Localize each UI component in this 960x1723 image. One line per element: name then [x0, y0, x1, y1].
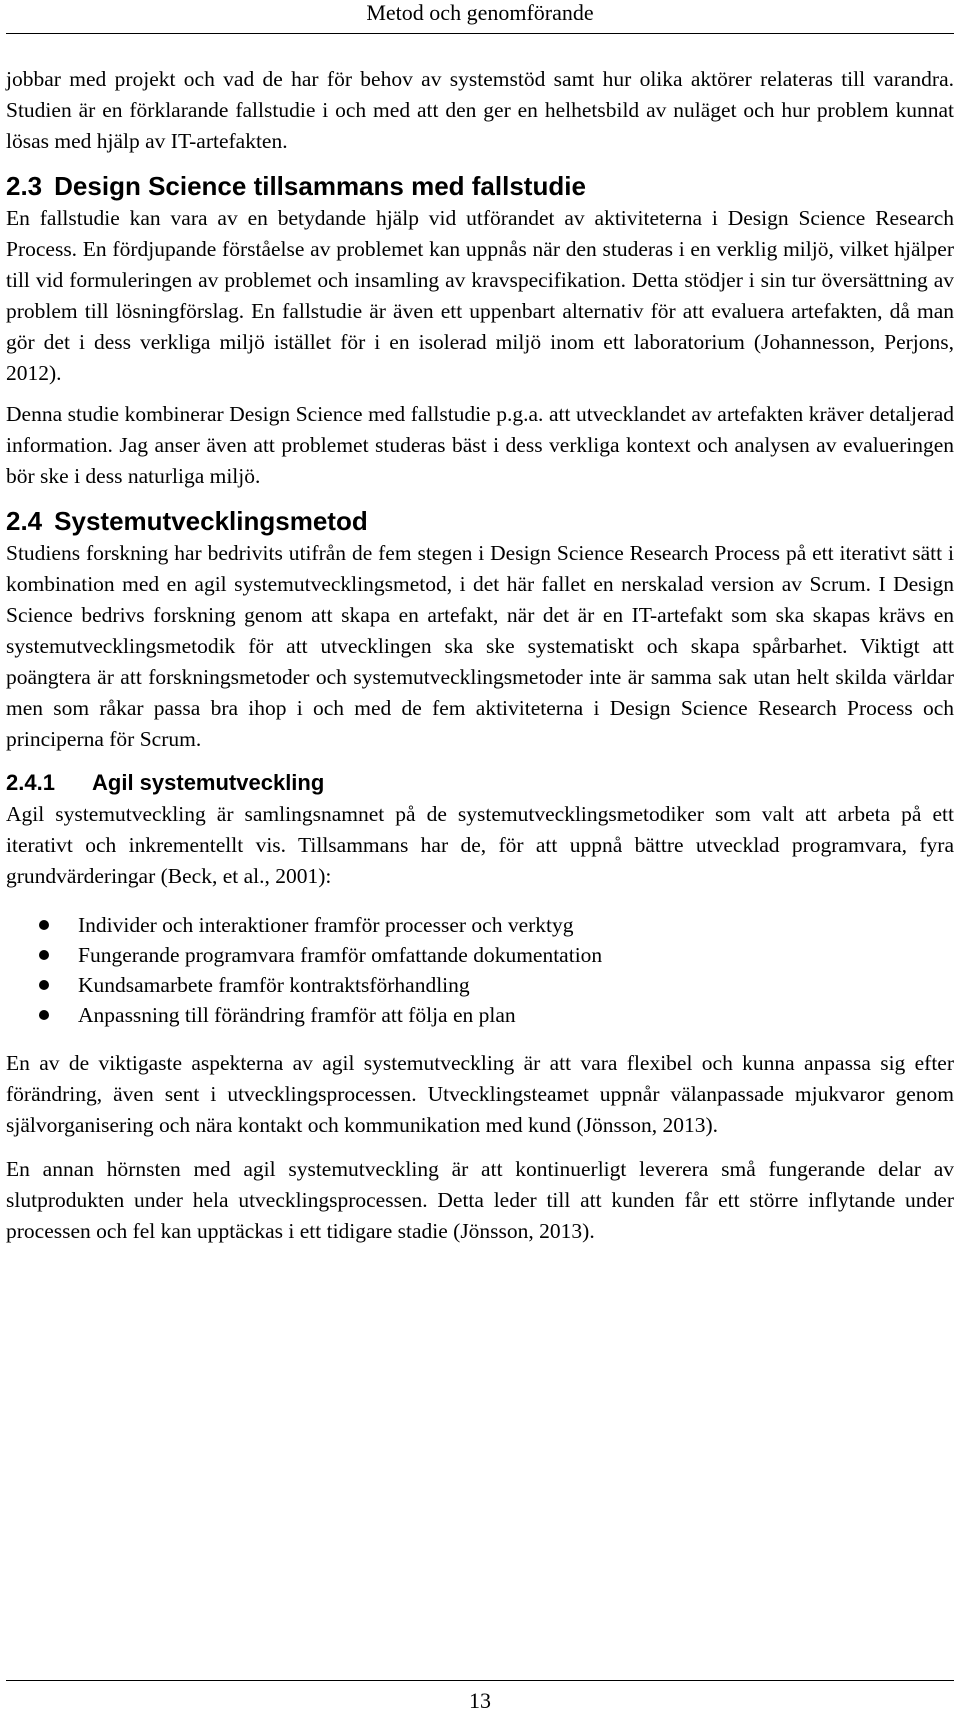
values-list: [6, 910, 954, 1030]
page-content: [6, 64, 954, 1247]
section-heading-2-4: [6, 504, 954, 538]
section-number: 2.4.1: [6, 770, 55, 795]
section-2-3-paragraph-2: Denna studie kombinerar Design Science med fallstudie p.g.a. att utvecklandet av artefakten kräver detaljerad information. Jag anser även att problemet studeras bäst i dess verkliga kontext och analysen av evalueringen bör ske i dess naturliga miljö.: [6, 402, 954, 488]
section-2-4-1-intro: Agil systemutveckling är samlingsnamnet på de systemutvecklingsmetodiker som valt att arbeta på ett iterativt och inkrementellt vis. Tillsammans har de, för att uppnå bättre utvecklad programvara, fyra grundvärderingar (Beck, et al., 2001):: [6, 802, 954, 888]
page-number: 13: [469, 1688, 491, 1713]
section-title: Design Science tillsammans med fallstudie: [54, 171, 586, 201]
section-number: 2.3: [6, 171, 43, 201]
list-item: Kundsamarbete framför kontraktsförhandling: [6, 970, 954, 1000]
header-divider: [6, 33, 954, 34]
bullet-icon: [39, 920, 49, 930]
section-2-4-paragraph: Studiens forskning har bedrivits utifrån de fem stegen i Design Science Research Process på ett iterativt sätt i kombination med en agil systemutvecklingsmetod, i det här fallet en nerskalad version av Scrum. I Design Science bedrivs forskning genom att skapa en artefakt, när det är en IT-artefakt som ska skapas krävs en systemutvecklingsmetodik för att utvecklingen ska ske systematiskt och skapa spårbarhet. Viktigt att poängtera är att forskningsmetoder och systemutvecklingsmetoder inte är samma sak utan helt skilda världar men som råkar passa bra ihop i och med de fem aktiviteterna i Design Science Research Process och principerna för Scrum.: [6, 541, 954, 751]
section-title: Agil systemutveckling: [92, 770, 325, 795]
bullet-icon: [39, 980, 49, 990]
section-2-3-paragraph-1: En fallstudie kan vara av en betydande hjälp vid utförandet av aktiviteterna i Design Science Research Process. En fördjupande förståelse av problemet kan uppnås när den studeras i en verklig miljö, vilket hjälper till vid formuleringen av problemet och insamling av kravspecifikation. Detta stödjer i sin tur översättning av problem till lösningförslag. En fallstudie är även ett uppenbart alternativ för att evaluera artefakten, då man gör det i dess verkliga miljö istället för i en isolerad miljö inom ett laboratorium (Johannesson, Perjons, 2012).: [6, 206, 954, 385]
list-item: Anpassning till förändring framför att följa en plan: [6, 1000, 954, 1030]
section-2-4-1-paragraph-2: En annan hörnsten med agil systemutveckling är att kontinuerligt leverera små fungerande delar av slutprodukten under hela utvecklingsprocessen. Detta leder till att kunden får ett större inflytande under processen och fel kan upptäckas i ett tidigare stadie (Jönsson, 2013).: [6, 1157, 954, 1243]
bullet-icon: [39, 1010, 49, 1020]
section-heading-2-3: [6, 169, 954, 203]
section-title: Systemutvecklingsmetod: [54, 506, 368, 536]
intro-paragraph: jobbar med projekt och vad de har för behov av systemstöd samt hur olika aktörer relateras till varandra. Studien är en förklarande fallstudie i och med att den ger en helhetsbild av nuläget och hur problem kunnat lösas med hjälp av IT-artefakten.: [6, 67, 954, 153]
footer-divider: [6, 1680, 954, 1681]
bullet-icon: [39, 950, 49, 960]
section-2-4-1-paragraph-1: En av de viktigaste aspekterna av agil systemutveckling är att vara flexibel och kunna anpassa sig efter förändring, även sent i utvecklingsprocessen. Utvecklingsteamet uppnår välanpassade mjukvaror genom självorganisering och nära kontakt och kommunikation med kund (Jönsson, 2013).: [6, 1051, 954, 1137]
section-number: 2.4: [6, 506, 43, 536]
list-item: Fungerande programvara framför omfattande dokumentation: [6, 940, 954, 970]
section-heading-2-4-1: [6, 767, 954, 799]
list-item: Individer och interaktioner framför processer och verktyg: [6, 910, 954, 940]
running-header: Metod och genomförande: [366, 0, 594, 25]
